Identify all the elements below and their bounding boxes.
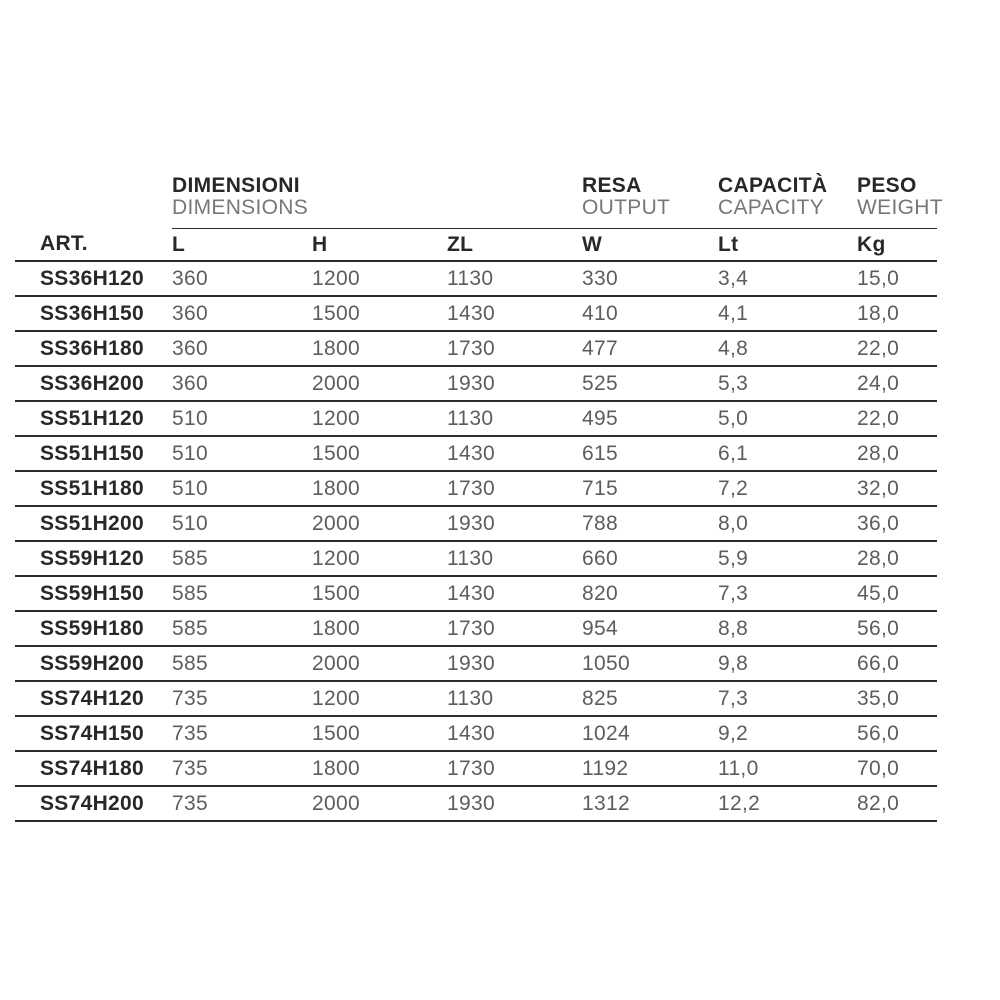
value-cell: 1130: [447, 261, 582, 296]
column-header-row: [15, 229, 937, 262]
column-header-art: ART.: [15, 229, 172, 262]
value-cell: 1430: [447, 716, 582, 751]
table-row: [15, 366, 937, 401]
value-cell: 15,0: [857, 261, 937, 296]
value-cell: 24,0: [857, 366, 937, 401]
column-header-w: W: [582, 229, 718, 262]
value-cell: 360: [172, 331, 312, 366]
value-cell: 1200: [312, 261, 447, 296]
value-cell: 1930: [447, 646, 582, 681]
value-cell: 1050: [582, 646, 718, 681]
table-row: [15, 471, 937, 506]
table-row: [15, 401, 937, 436]
group-label-dimensioni: DIMENSIONI: [172, 174, 300, 197]
value-cell: 1500: [312, 716, 447, 751]
value-cell: 2000: [312, 646, 447, 681]
value-cell: 735: [172, 716, 312, 751]
value-cell: 1500: [312, 296, 447, 331]
value-cell: 22,0: [857, 401, 937, 436]
column-header-zl: ZL: [447, 229, 582, 262]
value-cell: 1430: [447, 436, 582, 471]
group-header-dimensions: [172, 170, 582, 229]
value-cell: 1500: [312, 436, 447, 471]
value-cell: 360: [172, 366, 312, 401]
value-cell: 1430: [447, 576, 582, 611]
value-cell: 360: [172, 296, 312, 331]
article-code-cell: SS59H200: [15, 646, 172, 681]
group-header-row: [15, 170, 937, 229]
value-cell: 18,0: [857, 296, 937, 331]
value-cell: 510: [172, 401, 312, 436]
value-cell: 1130: [447, 401, 582, 436]
value-cell: 1930: [447, 366, 582, 401]
value-cell: 1800: [312, 751, 447, 786]
value-cell: 510: [172, 436, 312, 471]
value-cell: 28,0: [857, 436, 937, 471]
value-cell: 1312: [582, 786, 718, 821]
value-cell: 585: [172, 646, 312, 681]
table-row: [15, 716, 937, 751]
value-cell: 1800: [312, 331, 447, 366]
value-cell: 1930: [447, 506, 582, 541]
table-body: [15, 261, 937, 821]
value-cell: 360: [172, 261, 312, 296]
value-cell: 11,0: [718, 751, 857, 786]
value-cell: 56,0: [857, 716, 937, 751]
value-cell: 5,9: [718, 541, 857, 576]
value-cell: 8,8: [718, 611, 857, 646]
group-label-peso: PESO: [857, 174, 917, 197]
group-header-weight: [857, 170, 943, 229]
value-cell: 36,0: [857, 506, 937, 541]
value-cell: 3,4: [718, 261, 857, 296]
value-cell: 585: [172, 541, 312, 576]
group-header-output: [582, 170, 718, 229]
value-cell: 1800: [312, 471, 447, 506]
value-cell: 32,0: [857, 471, 937, 506]
value-cell: 715: [582, 471, 718, 506]
value-cell: 735: [172, 681, 312, 716]
table-row: [15, 541, 937, 576]
value-cell: 1200: [312, 541, 447, 576]
corner-cell: [15, 170, 172, 229]
value-cell: 1730: [447, 751, 582, 786]
value-cell: 7,3: [718, 681, 857, 716]
group-label-weight: WEIGHT: [857, 196, 943, 219]
value-cell: 2000: [312, 786, 447, 821]
group-label-resa: RESA: [582, 174, 642, 197]
value-cell: 330: [582, 261, 718, 296]
article-code-cell: SS74H180: [15, 751, 172, 786]
article-code-cell: SS51H120: [15, 401, 172, 436]
column-header-h: H: [312, 229, 447, 262]
table-row: [15, 786, 937, 821]
value-cell: 70,0: [857, 751, 937, 786]
value-cell: 7,2: [718, 471, 857, 506]
value-cell: 1500: [312, 576, 447, 611]
article-code-cell: SS74H120: [15, 681, 172, 716]
table-row: [15, 506, 937, 541]
value-cell: 7,3: [718, 576, 857, 611]
value-cell: 510: [172, 506, 312, 541]
article-code-cell: SS74H200: [15, 786, 172, 821]
group-label-capacity: CAPACITY: [718, 196, 824, 219]
value-cell: 735: [172, 751, 312, 786]
value-cell: 585: [172, 611, 312, 646]
table-row: [15, 611, 937, 646]
table-row: [15, 436, 937, 471]
value-cell: 6,1: [718, 436, 857, 471]
table-row: [15, 296, 937, 331]
article-code-cell: SS51H150: [15, 436, 172, 471]
spec-table: [15, 170, 943, 822]
article-code-cell: SS74H150: [15, 716, 172, 751]
column-header-kg: Kg: [857, 229, 937, 262]
value-cell: 4,1: [718, 296, 857, 331]
value-cell: 615: [582, 436, 718, 471]
value-cell: 825: [582, 681, 718, 716]
article-code-cell: SS51H200: [15, 506, 172, 541]
table-row: [15, 681, 937, 716]
group-header-capacity: [718, 170, 857, 229]
table-row: [15, 646, 937, 681]
value-cell: 4,8: [718, 331, 857, 366]
value-cell: 9,2: [718, 716, 857, 751]
value-cell: 1192: [582, 751, 718, 786]
value-cell: 5,3: [718, 366, 857, 401]
value-cell: 735: [172, 786, 312, 821]
group-label-output: OUTPUT: [582, 196, 671, 219]
value-cell: 22,0: [857, 331, 937, 366]
value-cell: 9,8: [718, 646, 857, 681]
article-code-cell: SS36H150: [15, 296, 172, 331]
value-cell: 28,0: [857, 541, 937, 576]
value-cell: 35,0: [857, 681, 937, 716]
value-cell: 45,0: [857, 576, 937, 611]
value-cell: 820: [582, 576, 718, 611]
value-cell: 1730: [447, 331, 582, 366]
value-cell: 8,0: [718, 506, 857, 541]
value-cell: 788: [582, 506, 718, 541]
value-cell: 585: [172, 576, 312, 611]
table-row: [15, 751, 937, 786]
value-cell: 5,0: [718, 401, 857, 436]
value-cell: 1200: [312, 681, 447, 716]
value-cell: 2000: [312, 506, 447, 541]
value-cell: 495: [582, 401, 718, 436]
article-code-cell: SS59H150: [15, 576, 172, 611]
value-cell: 954: [582, 611, 718, 646]
value-cell: 510: [172, 471, 312, 506]
group-label-capacita: CAPACITÀ: [718, 174, 828, 197]
value-cell: 410: [582, 296, 718, 331]
value-cell: 82,0: [857, 786, 937, 821]
value-cell: 56,0: [857, 611, 937, 646]
value-cell: 660: [582, 541, 718, 576]
table-row: [15, 261, 937, 296]
value-cell: 2000: [312, 366, 447, 401]
column-header-lt: Lt: [718, 229, 857, 262]
value-cell: 1730: [447, 611, 582, 646]
value-cell: 66,0: [857, 646, 937, 681]
value-cell: 477: [582, 331, 718, 366]
group-label-dimensions: DIMENSIONS: [172, 196, 309, 219]
value-cell: 1130: [447, 541, 582, 576]
table-row: [15, 331, 937, 366]
value-cell: 12,2: [718, 786, 857, 821]
table-row: [15, 576, 937, 611]
article-code-cell: SS59H180: [15, 611, 172, 646]
article-code-cell: SS36H200: [15, 366, 172, 401]
article-code-cell: SS59H120: [15, 541, 172, 576]
value-cell: 1730: [447, 471, 582, 506]
value-cell: 525: [582, 366, 718, 401]
value-cell: 1930: [447, 786, 582, 821]
article-code-cell: SS51H180: [15, 471, 172, 506]
value-cell: 1800: [312, 611, 447, 646]
value-cell: 1430: [447, 296, 582, 331]
column-header-l: L: [172, 229, 312, 262]
value-cell: 1200: [312, 401, 447, 436]
article-code-cell: SS36H120: [15, 261, 172, 296]
article-code-cell: SS36H180: [15, 331, 172, 366]
value-cell: 1024: [582, 716, 718, 751]
table-header: [15, 170, 943, 261]
value-cell: 1130: [447, 681, 582, 716]
